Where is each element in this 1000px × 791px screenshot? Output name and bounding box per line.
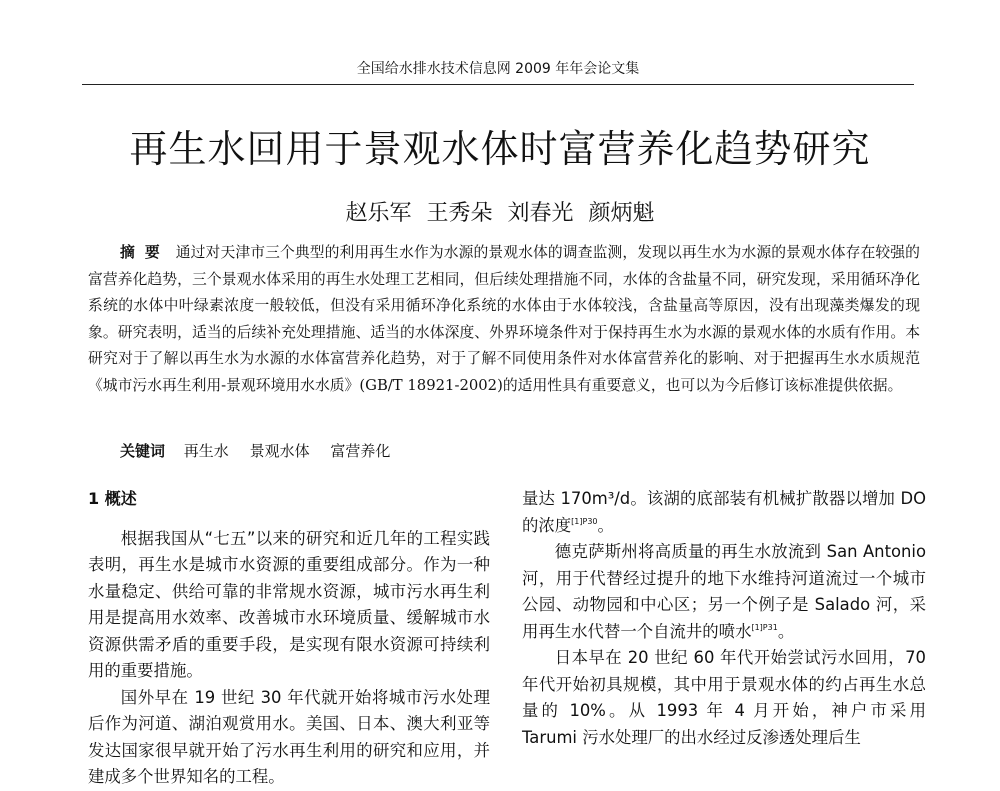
author-name: 颜炳魁 <box>588 201 655 226</box>
paragraph-end: 。 <box>777 621 795 641</box>
paragraph-text: 量达 170m³/d。该湖的底部装有机械扩散器以增加 DO 的浓度 <box>522 489 926 535</box>
author-name: 赵乐军 <box>345 201 412 226</box>
running-header: 全国给水排水技术信息网 2009 年年会论文集 <box>82 58 914 85</box>
paragraph-end: 。 <box>597 515 614 535</box>
citation-ref: [1]P31 <box>751 622 778 632</box>
author-name: 王秀朵 <box>426 201 493 226</box>
body-paragraph: 国外早在 19 世纪 30 年代就开始将城市污水处理后作为河道、湖泊观赏用水。美国、日本、澳大利亚等发达国家很早就开始了污水再生利用的研究和应用，并建成多个世界知名的工程。 <box>88 687 490 786</box>
body-paragraph <box>522 539 926 645</box>
abstract <box>88 240 920 399</box>
keyword: 富营养化 <box>330 442 391 460</box>
body-paragraph: 日本早在 20 世纪 60 年代开始尝试污水回用，70 年代开始初具规模，其中用于景观水体的约占再生水总量的 10%。从 1993 年 4 月开始，神户市采用 Tarumi 污水处理厂的出水经过反渗透处理后生 <box>522 648 926 747</box>
abstract-text: 通过对天津市三个典型的利用再生水作为水源的景观水体的调查监测，发现以再生水为水源的景观水体存在较强的富营养化趋势，三个景观水体采用的再生水处理工艺相同，但后续处理措施不同，水体的含盐量不同，研究发现，采用循环净化系统的水体中叶绿素浓度一般较低，但没有采用循环净化系统的水体由于水体较浅，含盐量高等原因，没有出现藻类爆发的现象。研究表明，适当的后续补充处理措施、适当的水体深度、外界环境条件对于保持再生水为水源的景观水体的水质有作用。本研究对于了解以再生水为水源的水体富营养化趋势，对于了解不同使用条件对水体富营养化的影响、对于把握再生水水质规范《城市污水再生利用-景观环境用水水质》(GB/T 18921-2002)的适用性具有重要意义，也可以为今后修订该标准提供依据。 <box>88 244 920 394</box>
author-list <box>0 196 1000 227</box>
left-column <box>88 486 490 791</box>
paper-title: 再生水回用于景观水体时富营养化趋势研究 <box>129 127 871 171</box>
body-paragraph <box>522 486 926 539</box>
keywords-label: 关键词 <box>120 442 166 460</box>
citation-ref: [1]P30 <box>571 516 598 526</box>
body-paragraph: 根据我国从“七五”以来的研究和近几年的工程实践表明，再生水是城市水资源的重要组成部分。作为一种水量稳定、供给可靠的非常规水资源，城市污水再生利用是提高用水效率、改善城市水环境质量、缓解城市水资源供需矛盾的重要手段，是实现有限水资源可持续利用的重要措施。 <box>88 528 490 680</box>
right-column <box>522 486 926 751</box>
keywords <box>120 440 406 461</box>
abstract-label: 摘要 <box>120 244 170 261</box>
section-heading: 1 概述 <box>88 489 137 508</box>
paragraph-text: 德克萨斯州将高质量的再生水放流到 San Antonio 河，用于代替经过提升的地下水维持河道流过一个城市公园、动物园和中心区；另一个例子是 Salado 河，采用再生水代替一个自流井的喷水 <box>522 542 926 641</box>
author-name: 刘春光 <box>507 201 574 226</box>
keyword: 景观水体 <box>249 442 310 460</box>
keyword: 再生水 <box>183 442 229 460</box>
